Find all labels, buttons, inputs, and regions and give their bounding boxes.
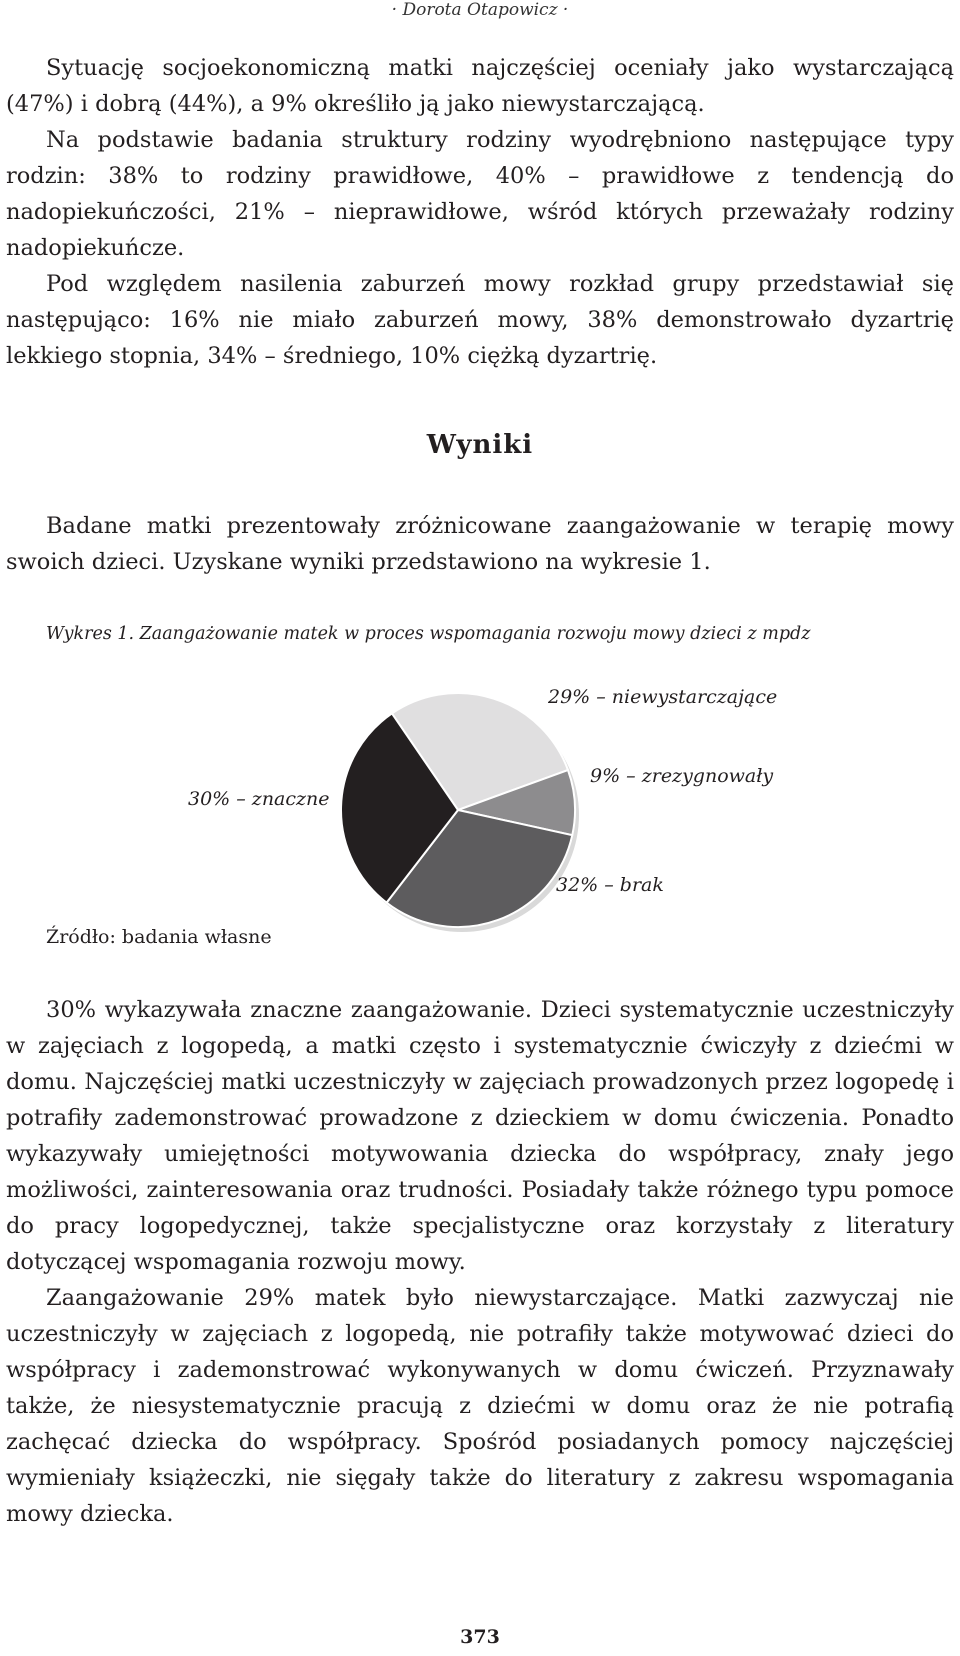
pie-slices [341,693,579,932]
results-paragraph-1: Badane matki prezentowały zróżnicowane zaangażowanie w terapię mowy swoich dzieci. Uzyskane wyniki przedstawiono na wykresie 1. [6,513,954,575]
section-heading: Wyniki [426,430,534,460]
page-number: 373 [460,1626,500,1648]
discussion-text [6,992,954,1532]
intro-text [6,50,954,374]
running-header: · Dorota Otapowicz · [391,0,569,20]
pie-chart [0,660,960,960]
figure-source: Źródło: badania własne [46,926,272,948]
slice-label-brak: 32% – brak [556,874,664,896]
figure-caption: Wykres 1. Zaangażowanie matek w proces wspomagania rozwoju mowy dzieci z mpdz [46,624,811,644]
slice-label-znaczne: 30% – znaczne [188,788,330,810]
discussion-paragraph-1: 30% wykazywała znaczne zaangażowanie. Dzieci systematycznie uczestniczyły w zajęciach z logopedą, a matki często i systematycznie ćwiczyły z dziećmi w domu. Najczęściej matki uczestniczyły w zajęciach prowadzonych przez logopedę i potrafiły zademonstrować prowadzone z dzieckiem w domu ćwiczenia. Ponadto wykazywały umiejętności motywowania dziecka do współpracy, znały jego możliwości, zainteresowania oraz trudności. Posiadały także różnego typu pomoce do pracy logopedycznej, także specjalistyczne oraz korzystały z literatury dotyczącej wspomagania rozwoju mowy. [6,997,954,1275]
intro-paragraph-1: Sytuację socjoekonomiczną matki najczęściej oceniały jako wystarczającą (47%) i dobrą (44%), a 9% określiło ją jako niewystarczającą. [6,55,954,117]
intro-paragraph-2: Na podstawie badania struktury rodziny wyodrębniono następujące typy rodzin: 38% to rodziny prawidłowe, 40% – prawidłowe z tendencją do nadopiekuńczości, 21% – nieprawidłowe, wśród których przeważały rodziny nadopiekuńcze. [6,127,954,261]
discussion-paragraph-2: Zaangażowanie 29% matek było niewystarczające. Matki zazwyczaj nie uczestniczyły w zajęciach z logopedą, nie potrafiły także motywować dzieci do współpracy i zademonstrować wykonywanych w domu ćwiczeń. Przyznawały także, że niesystematycznie pracują z dziećmi w domu oraz że nie potrafią zachęcać dziecka do współpracy. Spośród posiadanych pomocy najczęściej wymieniały książeczki, nie sięgały także do literatury z zakresu wspomagania mowy dziecka. [6,1285,954,1527]
slice-label-zrezygnowaly: 9% – zrezygnowały [590,765,774,787]
intro-paragraph-3: Pod względem nasilenia zaburzeń mowy rozkład grupy przedstawiał się następująco: 16% nie miało zaburzeń mowy, 38% demonstrowało dyzartrię lekkiego stopnia, 34% – średniego, 10% ciężką dyzartrię. [6,271,954,369]
slice-label-niewystarczajace: 29% – niewystarczające [548,686,778,708]
results-text [6,508,954,580]
